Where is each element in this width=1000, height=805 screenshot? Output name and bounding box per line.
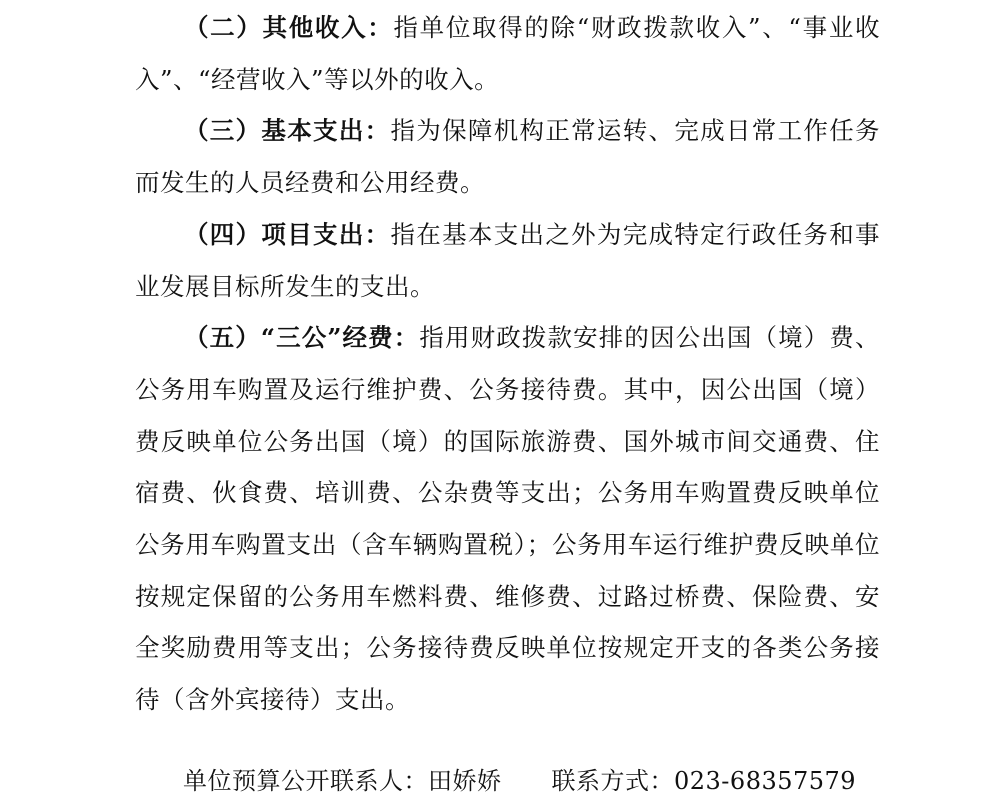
definition-text: 指单位取得的除“财政拨款收入”、“事业收入”、“经营收入”等以外的收入。 (135, 13, 881, 94)
contact-line (183, 759, 856, 803)
definition-term: （三）基本支出： (184, 116, 391, 146)
contact-method-label: 联系方式： (551, 767, 674, 795)
definition-paragraph-other-income (135, 2, 880, 105)
definition-paragraph-project-expenditure (135, 209, 880, 312)
contact-person-name: 田娇娇 (428, 767, 502, 795)
definition-paragraph-three-public-expenses (135, 312, 880, 726)
definition-term: （二）其他收入： (184, 13, 394, 42)
contact-person-label: 单位预算公开联系人： (183, 767, 428, 795)
definition-term: （五）“三公”经费： (184, 323, 420, 353)
definition-paragraph-basic-expenditure (135, 105, 880, 208)
definition-term: （四）项目支出： (184, 219, 391, 249)
contact-phone: 023-68357579 (674, 767, 857, 795)
definition-text: 指在基本支出之外为完成特定行政任务和事业发展目标所发生的支出。 (135, 219, 881, 301)
document-body (135, 0, 880, 726)
definition-text: 指用财政拨款安排的因公出国（境）费、公务用车购置及运行维护费、公务接待费。其中，因公出国（境）费反映单位公务出国（境）的国际旅游费、国外城市间交通费、住宿费、伙食费、培训费、公杂费等支出；公务用车购置费反映单位公务用车购置支出（含车辆购置税）；公务用车运行维护费反映单位按规定保留的公务用车燃料费、维修费、过路过桥费、保险费、安全奖励费用等支出；公务接待费反映单位按规定开支的各类公务接待（含外宾接待）支出。 (135, 323, 881, 715)
definition-text: 指为保障机构正常运转、完成日常工作任务而发生的人员经费和公用经费。 (135, 116, 881, 198)
